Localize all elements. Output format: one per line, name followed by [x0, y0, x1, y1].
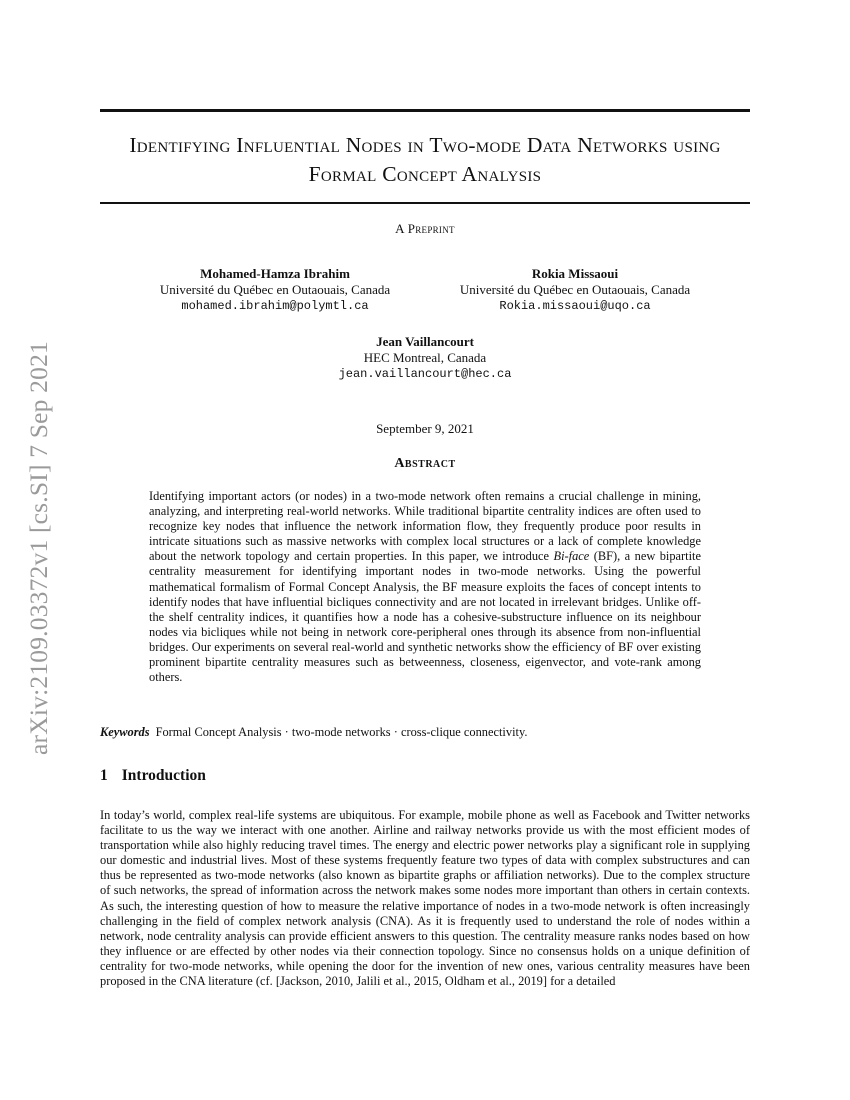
- paper-title: Identifying Influential Nodes in Two-mode Data Networks using Formal Concept Analysis: [129, 133, 721, 186]
- author-affiliation: Université du Québec en Outaouais, Canada: [159, 282, 391, 297]
- abstract-text-part1: Identifying important actors (or nodes) in a two-mode network often remains a crucial challenge in mining, analyzing, and interpreting real-world networks. While traditional bipartite centrality indices are often used to recognize key nodes that influence the network information flow, they frequently produce poor results in intricate situations such as massive networks with complex local structures or a lack of complete knowledge about the network topology and certain properties. In this paper, we introduce: [149, 489, 701, 564]
- section-title: Introduction: [121, 767, 206, 784]
- preprint-label: A Preprint: [395, 221, 455, 236]
- author-name: Mohamed-Hamza Ibrahim: [200, 266, 350, 281]
- abstract-heading: Abstract: [394, 456, 456, 471]
- title-bottom-rule: [100, 202, 750, 204]
- section-number: 1: [100, 767, 108, 784]
- publication-date: September 9, 2021: [376, 421, 474, 436]
- author-email[interactable]: jean.vaillancourt@hec.ca: [338, 367, 512, 381]
- author-block: [130, 266, 420, 314]
- author-affiliation: Université du Québec en Outaouais, Canada: [459, 282, 691, 297]
- author-name: Jean Vaillancourt: [376, 334, 474, 349]
- keywords-line: [100, 725, 750, 740]
- abstract-text: [149, 489, 701, 685]
- author-block: [430, 266, 720, 314]
- author-block: [275, 334, 575, 382]
- keywords-label: Keywords: [100, 725, 150, 739]
- introduction-paragraph: In today’s world, complex real-life systems are ubiquitous. For example, mobile phone as well as Facebook and Twitter networks facilitate to us the way we interact with one another. Airline and railway networks provide us with the most efficient modes of transportation while also highly reducing travel times. The energy and electric power networks play a significant role in supplying our domestic and industrial lives. Most of these systems frequently feature two types of data with complex substructures and can thus be represented as two-mode networks (also known as bipartite graphs or affiliation networks). Due to the complex structure of such networks, the spread of information across the network makes some nodes more important than others in certain contexts. As such, the interesting question of how to measure the relative importance of nodes in a two-mode network is often increasingly challenging in the field of complex network analysis (CNA). As it is frequently used to understand the role of nodes within a network, node centrality analysis can provide efficient answers to this question. The centrality measure ranks nodes based on how they influence or are effected by other nodes via their connection topology. Since no consensus holds on a unique definition of centrality for two-mode networks, while opening the door for the invention of new ones, various centrality measures have been proposed in the CNA literature (cf. [Jackson, 2010, Jalili et al., 2015, Oldham et al., 2019] for a detailed: [100, 808, 750, 989]
- section-heading-introduction: [100, 767, 206, 785]
- abstract-emphasis: Bi-face: [553, 549, 590, 564]
- keywords-text: Formal Concept Analysis · two-mode networks · cross-clique connectivity.: [155, 725, 528, 739]
- title-top-rule: [100, 109, 750, 112]
- arxiv-identifier-stamp: arXiv:2109.03372v1 [cs.SI] 7 Sep 2021: [24, 341, 53, 755]
- author-affiliation: HEC Montreal, Canada: [363, 350, 487, 365]
- abstract-text-part2: (BF), a new bipartite centrality measurement for identifying important nodes in two-mode networks. Using the powerful mathematical formalism of Formal Concept Analysis, the BF measure exploits the faces of concept intents to identify nodes that have influential bicliques connectivity and are not located in irrelevant bridges. Unlike off-the shelf centrality indices, it quantifies how a node has a cohesive-substructure influence on its neighbour nodes via bicliques while not being in network core-peripheral ones through its absence from non-influential bridges. Our experiments on several real-world and synthetic networks show the efficiency of BF over existing prominent bipartite centrality measures such as betweenness, closeness, eigenvector, and vote-rank among others.: [149, 549, 701, 685]
- author-email[interactable]: Rokia.missaoui@uqo.ca: [499, 299, 651, 313]
- author-name: Rokia Missaoui: [531, 266, 619, 281]
- author-email[interactable]: mohamed.ibrahim@polymtl.ca: [181, 299, 369, 313]
